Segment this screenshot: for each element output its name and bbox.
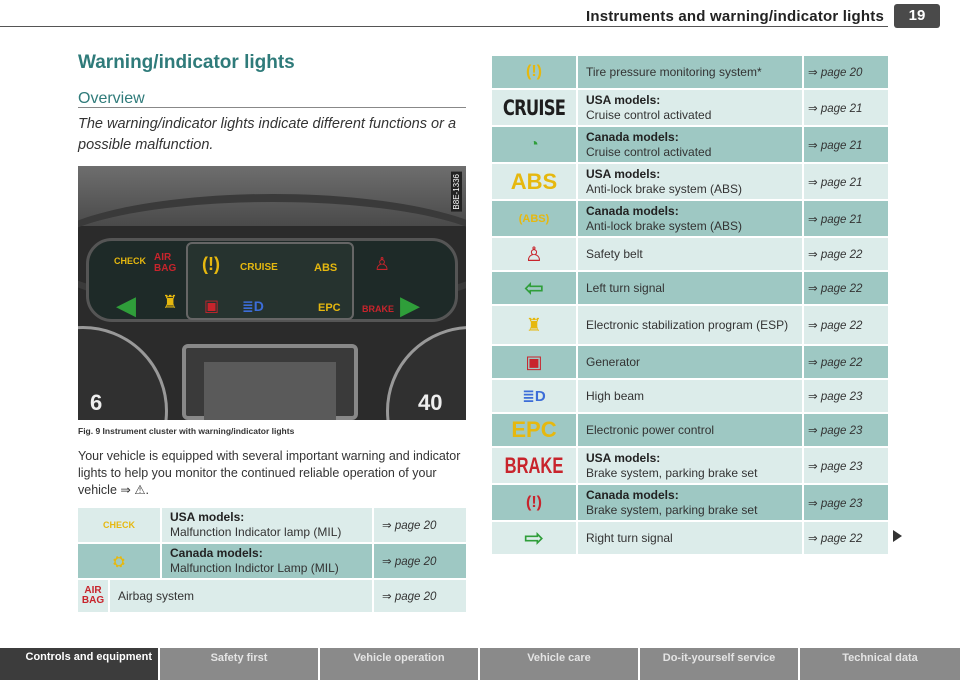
light-description xyxy=(576,306,804,344)
light-row xyxy=(492,380,888,414)
light-heading: Canada models: xyxy=(586,487,679,502)
light-description xyxy=(576,90,804,125)
left-turn-signal-icon: ⇦ xyxy=(523,274,545,302)
check-engine-icon: CHECK xyxy=(102,520,135,530)
light-description xyxy=(576,448,804,483)
light-row xyxy=(492,164,888,201)
light-text: Malfunction Indicator lamp (MIL) xyxy=(170,525,342,539)
brake-icon: BRAKE xyxy=(504,452,564,478)
light-description xyxy=(108,580,374,612)
light-description xyxy=(576,238,804,270)
light-heading: USA models: xyxy=(586,450,661,465)
engine-icon: ⛭ xyxy=(113,552,125,569)
high-beam-icon: ≣D xyxy=(522,388,546,405)
light-text: Generator xyxy=(586,354,641,369)
light-description xyxy=(576,127,804,162)
gauge-number-right: 40 xyxy=(418,390,443,415)
light-text: Anti-lock brake system (ABS) xyxy=(586,181,743,196)
generator-light: ▣ xyxy=(204,298,220,315)
instrument-cluster-figure xyxy=(78,166,466,420)
light-heading: USA models: xyxy=(586,92,661,107)
light-text: Cruise control activated xyxy=(586,107,712,122)
abs-circle-icon: (ABS) xyxy=(518,212,550,225)
light-text: Airbag system xyxy=(118,588,195,603)
esp-light: ♜ xyxy=(162,292,179,312)
light-text: Right turn signal xyxy=(586,530,673,545)
cruise-icon: CRUISE xyxy=(502,95,566,120)
light-text: Electronic stabilization program (ESP) xyxy=(586,317,789,332)
epc-icon: EPC xyxy=(511,417,557,442)
esp-icon: ♜ xyxy=(525,314,543,335)
epc-light: EPC xyxy=(318,302,341,314)
safety-belt-light: ♙ xyxy=(374,254,391,274)
light-text: Electronic power control xyxy=(586,422,715,437)
page-reference-link[interactable]: ⇒ page 22 xyxy=(808,357,863,369)
light-row xyxy=(492,90,888,127)
figure-caption: Fig. 9 Instrument cluster with warning/indicator lights xyxy=(78,426,295,436)
light-description xyxy=(576,201,804,236)
right-lights-table xyxy=(492,56,888,556)
page-reference-link[interactable]: ⇒ page 22 xyxy=(808,249,863,261)
light-text: Left turn signal xyxy=(586,280,665,295)
light-description xyxy=(576,164,804,199)
header-rule xyxy=(0,26,888,27)
safety-belt-icon: ♙ xyxy=(525,243,543,266)
gauge-number-left: 6 xyxy=(90,390,103,415)
light-heading: Canada models: xyxy=(586,129,679,144)
page-reference-link[interactable]: ⇒ page 22 xyxy=(808,283,863,295)
page-reference-link[interactable]: ⇒ page 23 xyxy=(808,425,863,437)
footer-tab-controls[interactable]: Controls and equipment xyxy=(0,648,160,680)
page-reference-link[interactable]: ⇒ page 20 xyxy=(382,520,437,532)
footer-nav xyxy=(0,648,960,680)
figure-code: B8E-1336 xyxy=(452,174,461,210)
light-heading: USA models: xyxy=(586,166,661,181)
light-row xyxy=(492,414,888,448)
abs-light: ABS xyxy=(314,262,338,274)
light-text: Anti-lock brake system (ABS) xyxy=(586,218,743,233)
footer-tab-safety[interactable]: Safety first xyxy=(160,648,320,680)
page-reference-link[interactable]: ⇒ page 23 xyxy=(808,460,863,473)
light-description xyxy=(576,56,804,88)
light-row xyxy=(492,346,888,380)
light-description xyxy=(160,508,374,542)
abs-icon: ABS xyxy=(510,168,558,194)
page-reference-link[interactable]: ⇒ page 20 xyxy=(382,591,437,603)
light-text: High beam xyxy=(586,388,645,403)
light-text: Malfunction Indictor Lamp (MIL) xyxy=(170,561,339,575)
airbag-light: AIR BAG xyxy=(154,252,177,274)
page-reference-link[interactable]: ⇒ page 23 xyxy=(808,497,863,510)
section-title: Warning/indicator lights xyxy=(78,52,295,73)
footer-tab-operation[interactable]: Vehicle operation xyxy=(320,648,480,680)
light-row xyxy=(492,485,888,522)
left-lights-table xyxy=(78,508,466,614)
light-row xyxy=(492,201,888,238)
light-description xyxy=(576,414,804,446)
page-reference-link[interactable]: ⇒ page 20 xyxy=(382,556,437,568)
high-beam-light: ≣D xyxy=(242,298,264,314)
display-screen xyxy=(204,362,336,420)
light-row xyxy=(492,272,888,306)
light-text: Safety belt xyxy=(586,246,643,261)
light-row xyxy=(492,238,888,272)
light-row xyxy=(492,522,888,556)
page-reference-link[interactable]: ⇒ page 21 xyxy=(808,213,863,226)
light-row xyxy=(78,580,466,614)
next-page-arrow[interactable] xyxy=(893,530,902,542)
body-text: Your vehicle is equipped with several important warning and indicator lights to help you monitor the continued reliable operation of your vehicle ⇒ ⚠. xyxy=(78,449,461,497)
subsection-title: Overview xyxy=(78,90,145,107)
light-text: Cruise control activated xyxy=(586,144,712,159)
page-reference-link[interactable]: ⇒ page 21 xyxy=(808,102,863,115)
light-text: Brake system, parking brake set xyxy=(586,465,758,480)
light-heading: USA models: xyxy=(170,510,245,524)
brake-circle-icon: (!) xyxy=(526,493,542,511)
light-row xyxy=(492,56,888,90)
light-description xyxy=(576,272,804,304)
right-turn-signal-icon: ⇨ xyxy=(523,524,545,552)
speedometer-icon: ◔ xyxy=(529,135,539,153)
light-heading: Canada models: xyxy=(586,203,679,218)
subsection-rule xyxy=(78,107,466,108)
tire-pressure-icon: (!) xyxy=(526,63,542,80)
light-row xyxy=(78,508,466,544)
light-row xyxy=(78,544,466,580)
check-engine-light: CHECK xyxy=(114,256,147,266)
page-reference-link[interactable]: ⇒ page 22 xyxy=(808,533,863,545)
light-description xyxy=(576,522,804,554)
page-reference-link[interactable]: ⇒ page 22 xyxy=(808,320,863,332)
light-row xyxy=(492,127,888,164)
light-text: Brake system, parking brake set xyxy=(586,502,758,517)
light-description xyxy=(576,485,804,520)
page-number-badge: 19 xyxy=(894,4,940,28)
light-description xyxy=(160,544,374,578)
page-reference-link[interactable]: ⇒ page 20 xyxy=(808,67,863,79)
light-description xyxy=(576,346,804,378)
intro-text: The warning/indicator lights indicate different functions or a possible malfunction. xyxy=(78,116,457,153)
brake-light: BRAKE xyxy=(362,304,395,314)
footer-tab-technical[interactable]: Technical data xyxy=(800,648,960,680)
light-heading: Canada models: xyxy=(170,546,263,560)
page-header-title: Instruments and warning/indicator lights xyxy=(585,8,884,25)
right-turn-light: ▶ xyxy=(400,290,420,320)
left-turn-light: ◀ xyxy=(116,290,136,320)
light-text: Tire pressure monitoring system* xyxy=(586,64,762,79)
tire-pressure-light: (!) xyxy=(202,254,220,274)
page-reference-link[interactable]: ⇒ page 21 xyxy=(808,139,863,152)
airbag-icon: AIR BAG xyxy=(81,585,105,606)
light-description xyxy=(576,380,804,412)
footer-tab-diy[interactable]: Do-it-yourself service xyxy=(640,648,800,680)
light-row xyxy=(492,306,888,346)
page-reference-link[interactable]: ⇒ page 21 xyxy=(808,176,863,189)
footer-tab-care[interactable]: Vehicle care xyxy=(480,648,640,680)
page-reference-link[interactable]: ⇒ page 23 xyxy=(808,391,863,403)
cruise-light: CRUISE xyxy=(240,262,278,273)
battery-icon: ▣ xyxy=(525,351,543,372)
light-row xyxy=(492,448,888,485)
